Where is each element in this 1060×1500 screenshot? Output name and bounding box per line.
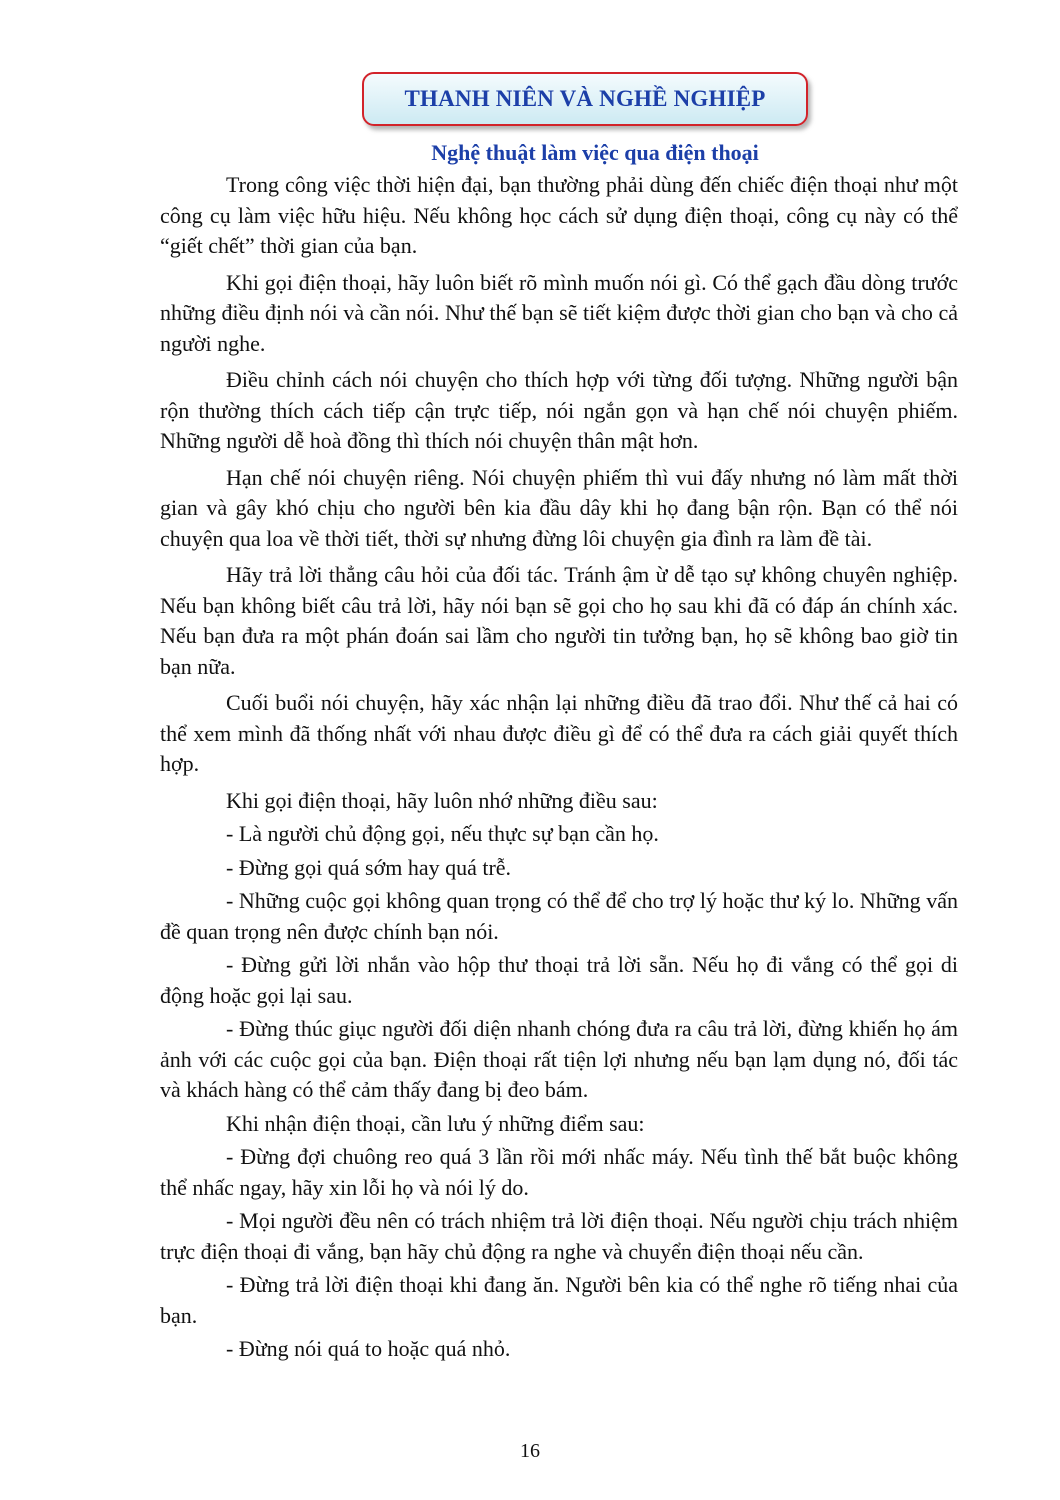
list-item: - Đừng thúc giục người đối diện nhanh chóng đưa ra câu trả lời, đừng khiến họ ám ảnh với các cuộc gọi của bạn. Điện thoại rất tiện lợi nhưng nếu bạn lạm dụng nó, đối tác và khách hàng có thể cảm thấy đang bị đeo bám. xyxy=(160,1016,958,1102)
list-item: - Đừng trả lời điện thoại khi đang ăn. Người bên kia có thể nghe rõ tiếng nhai của bạn. xyxy=(160,1272,958,1328)
page-number: 16 xyxy=(520,1440,540,1462)
list-item: - Đừng nói quá to hoặc quá nhỏ. xyxy=(226,1336,511,1361)
list-item: - Là người chủ động gọi, nếu thực sự bạn cần họ. xyxy=(226,821,659,846)
list-intro-receiving: Khi nhận điện thoại, cần lưu ý những điểm sau: xyxy=(226,1110,645,1136)
paragraph: Trong công việc thời hiện đại, bạn thường phải dùng đến chiếc điện thoại như một công cụ làm việc hữu hiệu. Nếu không học cách sử dụng điện thoại, công cụ này có thể “giết chết” thời gian của bạn. xyxy=(160,172,958,258)
list-item: - Đừng gửi lời nhắn vào hộp thư thoại trả lời sẵn. Nếu họ đi vắng có thể gọi di động hoặc gọi lại sau. xyxy=(160,952,958,1008)
list-intro-calling: Khi gọi điện thoại, hãy luôn nhớ những điều sau: xyxy=(226,787,658,813)
paragraph: Cuối buổi nói chuyện, hãy xác nhận lại những điều đã trao đổi. Như thế cả hai có thể xem mình đã thống nhất với nhau được điều gì để có thể đưa ra cách giải quyết thích hợp. xyxy=(160,690,958,776)
section-title: THANH NIÊN VÀ NGHỀ NGHIỆP xyxy=(404,86,766,111)
list-item: - Đừng gọi quá sớm hay quá trễ. xyxy=(226,854,512,880)
article-title: Nghệ thuật làm việc qua điện thoại xyxy=(431,140,759,165)
list-item: - Những cuộc gọi không quan trọng có thể để cho trợ lý hoặc thư ký lo. Những vấn đề quan trọng nên được chính bạn nói. xyxy=(160,888,958,944)
paragraph: Điều chỉnh cách nói chuyện cho thích hợp với từng đối tượng. Những người bận rộn thường thích cách tiếp cận trực tiếp, nói ngắn gọn và hạn chế nói chuyện phiếm. Những người dễ hoà đồng thì thích nói chuyện thân mật hơn. xyxy=(160,367,958,453)
article-body xyxy=(160,170,958,1368)
paragraph: Hãy trả lời thẳng câu hỏi của đối tác. Tránh ậm ừ dễ tạo sự không chuyên nghiệp. Nếu bạn không biết câu trả lời, hãy nói bạn sẽ gọi cho họ sau khi đã có đáp án chính xác. Nếu bạn đưa ra một phán đoán sai lầm cho người tin tưởng bạn, họ sẽ không bao giờ tin bạn nữa. xyxy=(160,562,958,679)
section-title-box xyxy=(362,72,808,126)
list-item: - Đừng đợi chuông reo quá 3 lần rồi mới nhấc máy. Nếu tình thế bắt buộc không thể nhấc ngay, hãy xin lỗi họ và nói lý do. xyxy=(160,1144,958,1200)
list-item: - Mọi người đều nên có trách nhiệm trả lời điện thoại. Nếu người chịu trách nhiệm trực điện thoại đi vắng, bạn hãy chủ động ra nghe và chuyển điện thoại nếu cần. xyxy=(160,1208,958,1264)
paragraph: Khi gọi điện thoại, hãy luôn biết rõ mình muốn nói gì. Có thể gạch đầu dòng trước những điều định nói và cần nói. Như thế bạn sẽ tiết kiệm được thời gian cho bạn và cho cả người nghe. xyxy=(160,269,958,356)
paragraph: Hạn chế nói chuyện riêng. Nói chuyện phiếm thì vui đấy nhưng nó làm mất thời gian và gây khó chịu cho người bên kia đầu dây khi họ đang bận rộn. Bạn có thể nói chuyện qua loa về thời tiết, thời sự nhưng đừng lôi chuyện gia đình ra làm đề tài. xyxy=(160,464,958,551)
